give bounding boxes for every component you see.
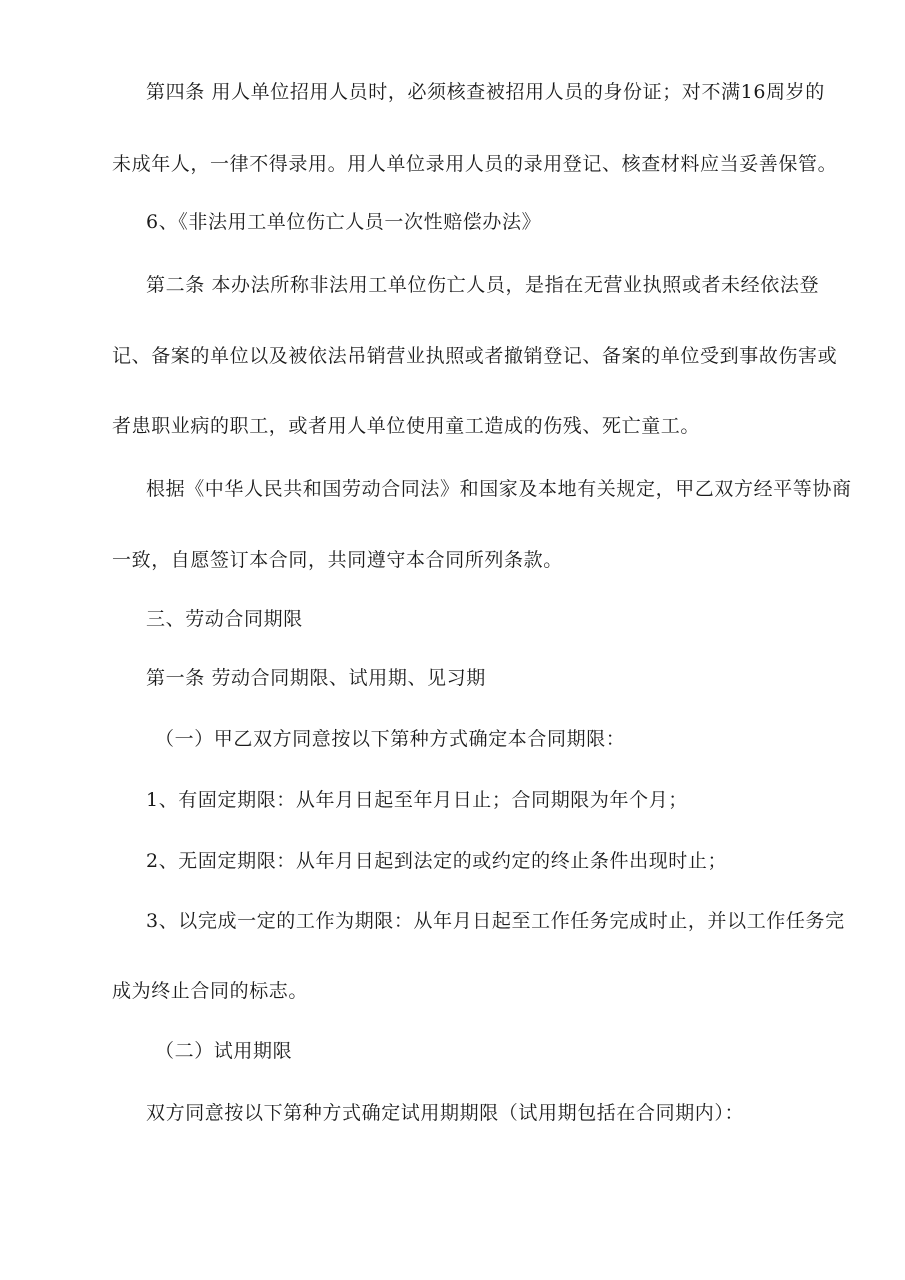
basis-paragraph-line-1: 根据《中华人民共和国劳动合同法》和国家及本地有关规定，甲乙双方经平等协商: [146, 478, 852, 500]
probation-method-line: 双方同意按以下第种方式确定试用期期限（试用期包括在合同期内）：: [146, 1102, 745, 1124]
article-4-line-1: 第四条 用人单位招用人员时，必须核查被招用人员的身份证；对不满16周岁的: [146, 81, 825, 103]
subsection-2-heading: （二）试用期限: [155, 1040, 293, 1062]
basis-paragraph-line-2: 一致，自愿签订本合同，共同遵守本合同所列条款。: [112, 549, 563, 571]
option-3-line-2: 成为终止合同的标志。: [112, 980, 309, 1002]
article-2-line-2: 记、备案的单位以及被依法吊销营业执照或者撤销登记、备案的单位受到事故伤害或: [112, 345, 838, 367]
subsection-1-heading: （一）甲乙双方同意按以下第种方式确定本合同期限：: [155, 728, 626, 750]
article-2-line-3: 者患职业病的职工，或者用人单位使用童工造成的伤残、死亡童工。: [112, 415, 701, 437]
option-1-line: 1、有固定期限：从年月日起至年月日止；合同期限为年个月；: [146, 789, 688, 811]
option-3-line-1: 3、以完成一定的工作为期限：从年月日起至工作任务完成时止，并以工作任务完: [146, 910, 845, 932]
section-6-heading: 6、《非法用工单位伤亡人员一次性赔偿办法》: [146, 211, 542, 233]
section-3-heading: 三、劳动合同期限: [146, 608, 303, 630]
option-2-line: 2、无固定期限：从年月日起到法定的或约定的终止条件出现时止；: [146, 850, 728, 872]
article-1-heading: 第一条 劳动合同期限、试用期、见习期: [146, 667, 486, 689]
article-2-line-1: 第二条 本办法所称非法用工单位伤亡人员，是指在无营业执照或者未经依法登: [146, 274, 820, 296]
article-4-line-2: 未成年人，一律不得录用。用人单位录用人员的录用登记、核查材料应当妥善保管。: [112, 153, 838, 175]
